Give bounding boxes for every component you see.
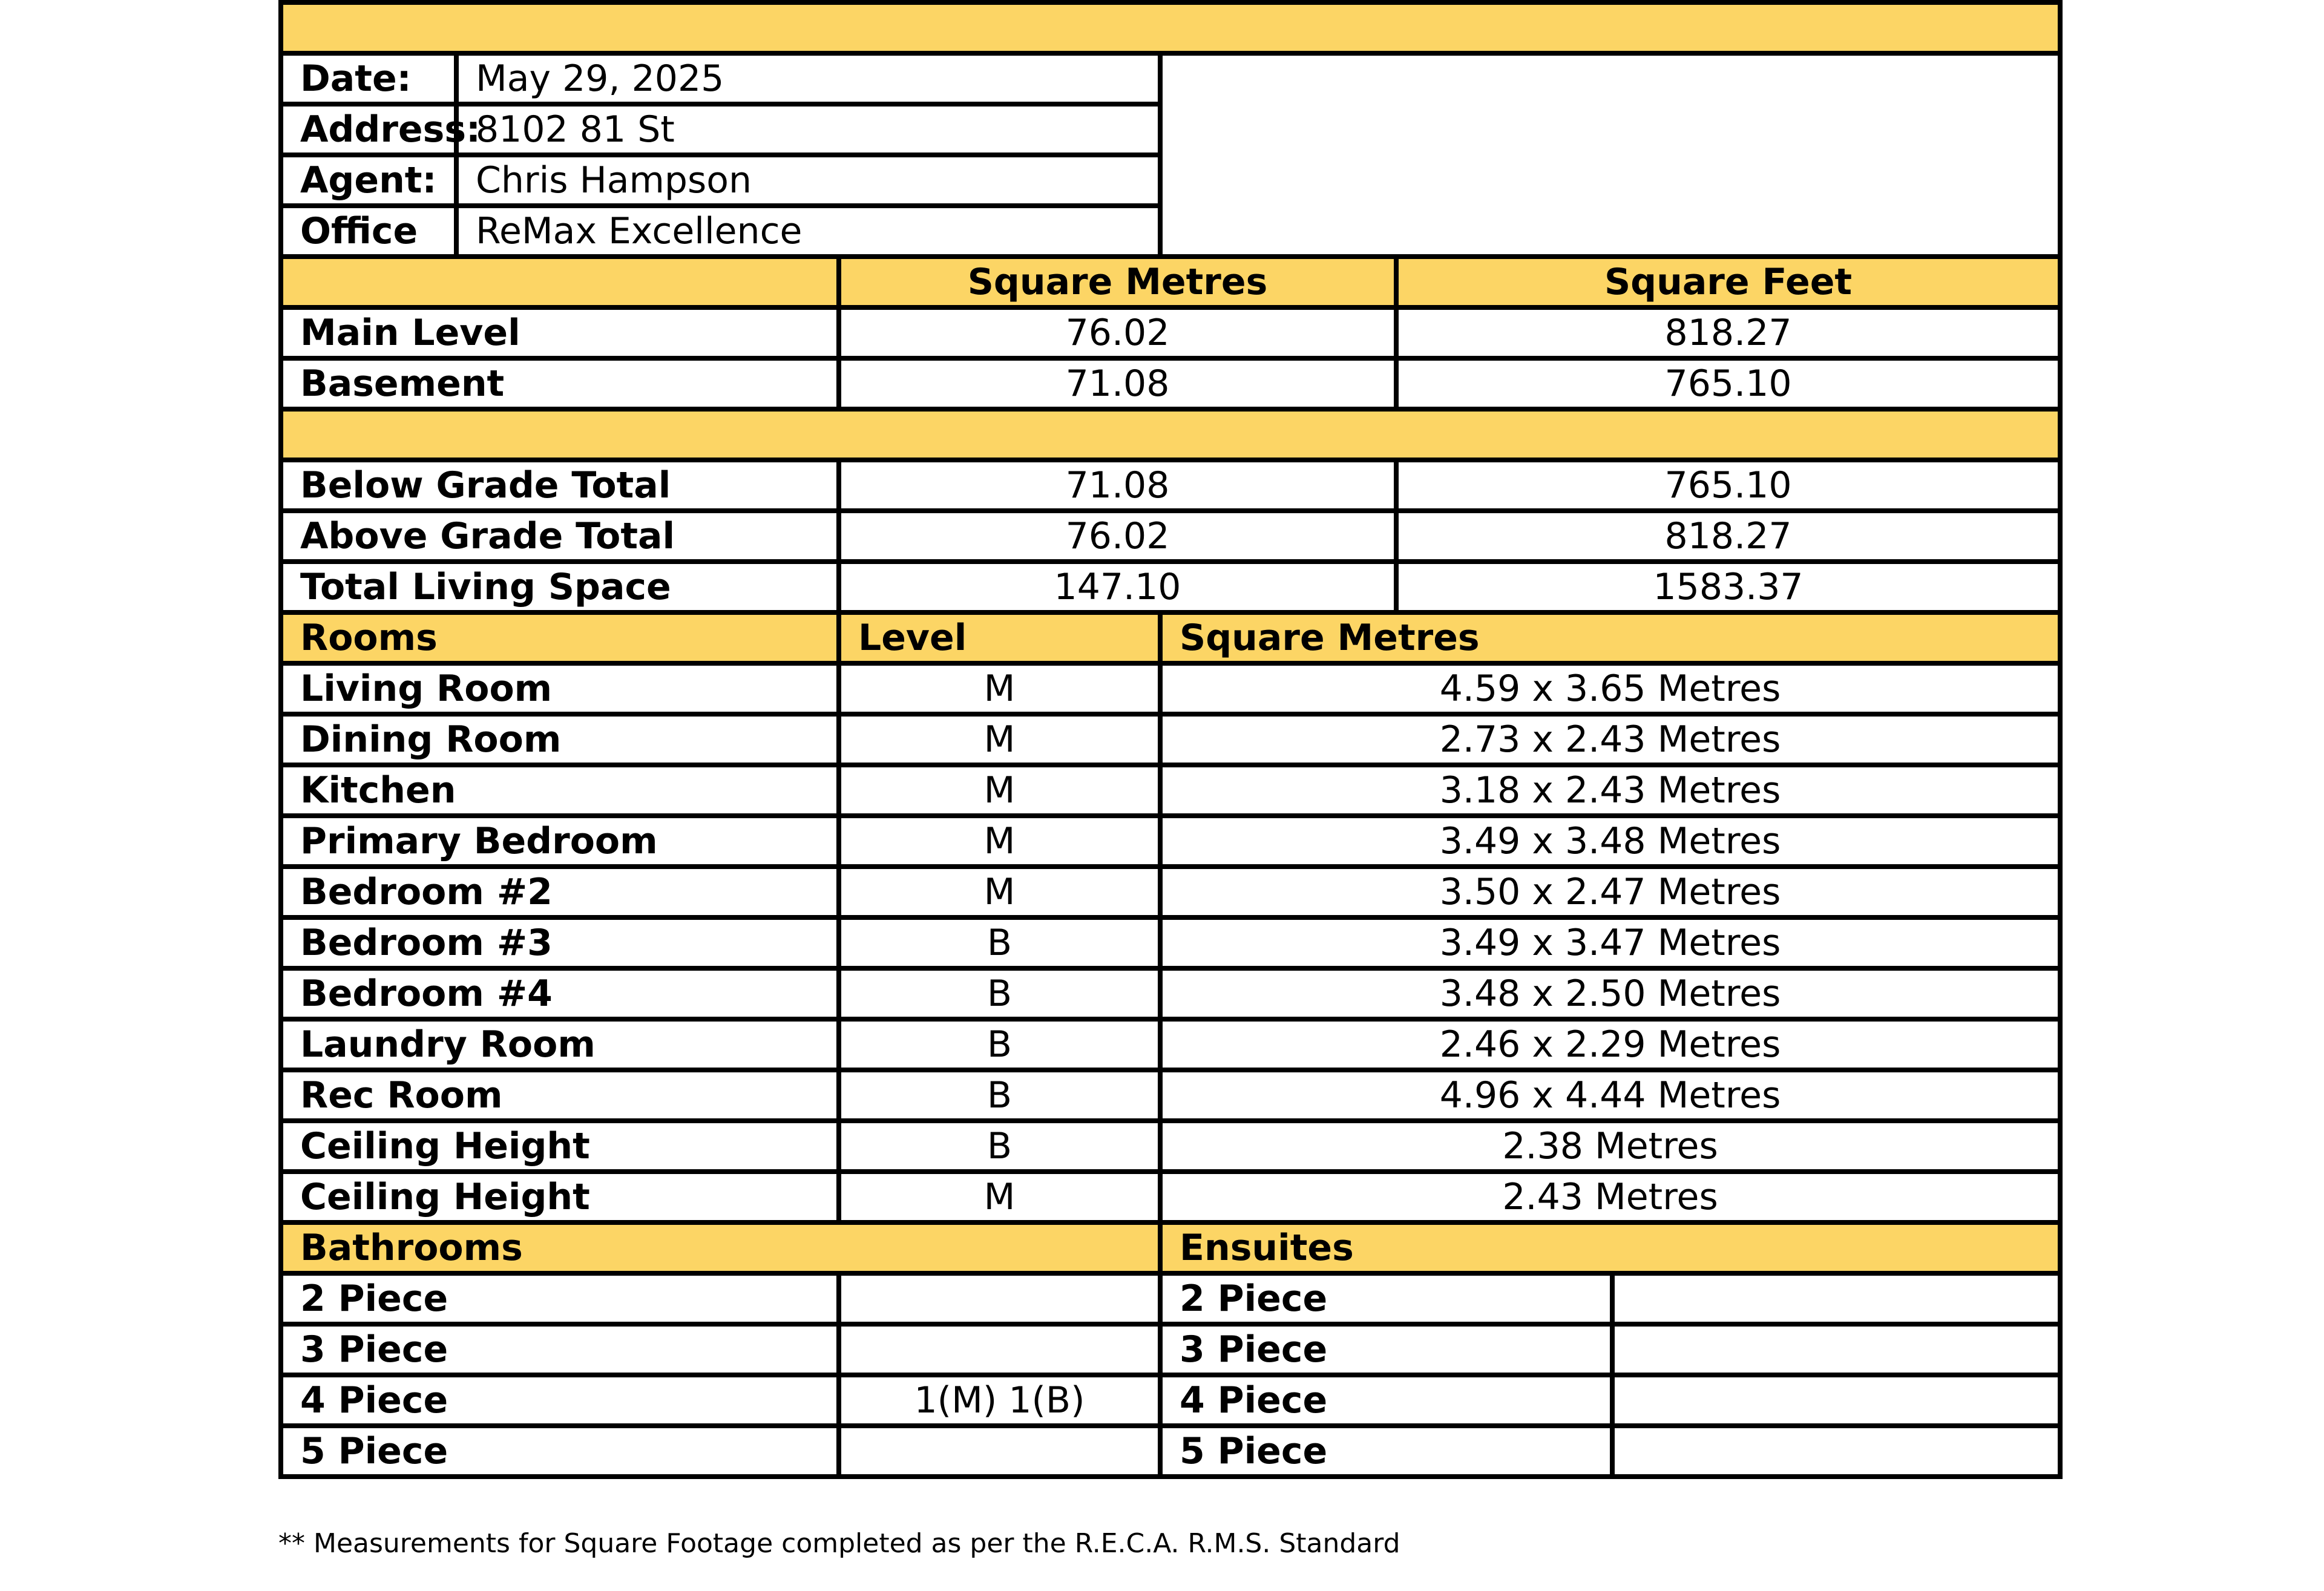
measurement-sheet bbox=[278, 0, 2058, 1559]
area-sqft: 818.27 bbox=[1396, 307, 2060, 358]
top-banner-row bbox=[281, 2, 2060, 53]
room-level: B bbox=[839, 968, 1160, 1019]
bath-label: 5 Piece bbox=[281, 1426, 839, 1477]
room-level: B bbox=[839, 1070, 1160, 1121]
ensuite-value bbox=[1612, 1324, 2060, 1375]
ensuite-label: 5 Piece bbox=[1160, 1426, 1612, 1477]
table-row bbox=[281, 968, 2060, 1019]
ensuite-value bbox=[1612, 1426, 2060, 1477]
bath-value bbox=[839, 1324, 1160, 1375]
bath-label: 2 Piece bbox=[281, 1273, 839, 1324]
total-label: Above Grade Total bbox=[281, 511, 839, 562]
room-level: B bbox=[839, 1019, 1160, 1070]
area-label: Main Level bbox=[281, 307, 839, 358]
date-label: Date: bbox=[281, 53, 456, 104]
room-size: 3.50 x 2.47 Metres bbox=[1160, 867, 2060, 917]
table-row bbox=[281, 1426, 2060, 1477]
total-sqft: 765.10 bbox=[1396, 460, 2060, 511]
room-size: 4.59 x 3.65 Metres bbox=[1160, 663, 2060, 714]
room-level: M bbox=[839, 663, 1160, 714]
total-sqm: 71.08 bbox=[839, 460, 1396, 511]
area-row-main-level bbox=[281, 307, 2060, 358]
ensuite-label: 2 Piece bbox=[1160, 1273, 1612, 1324]
info-blank-area bbox=[1160, 53, 2060, 257]
ensuite-label: 3 Piece bbox=[1160, 1324, 1612, 1375]
table-row bbox=[281, 1324, 2060, 1375]
room-name: Dining Room bbox=[281, 714, 839, 765]
area-row-basement bbox=[281, 358, 2060, 409]
agent-value: Chris Hampson bbox=[456, 155, 1160, 206]
table-row bbox=[281, 1172, 2060, 1222]
bath-value bbox=[839, 1273, 1160, 1324]
area-label: Basement bbox=[281, 358, 839, 409]
col-header-room-size: Square Metres bbox=[1160, 612, 2060, 663]
bath-label: 3 Piece bbox=[281, 1324, 839, 1375]
footnote: ** Measurements for Square Footage completed as per the R.E.C.A. R.M.S. Standard bbox=[278, 1528, 1400, 1559]
col-header-square-feet: Square Feet bbox=[1396, 257, 2060, 307]
room-name: Bedroom #4 bbox=[281, 968, 839, 1019]
room-level: M bbox=[839, 714, 1160, 765]
room-level: B bbox=[839, 917, 1160, 968]
col-header-ensuites: Ensuites bbox=[1160, 1222, 2060, 1273]
room-level: M bbox=[839, 867, 1160, 917]
total-label: Below Grade Total bbox=[281, 460, 839, 511]
room-name: Bedroom #3 bbox=[281, 917, 839, 968]
table-row bbox=[281, 816, 2060, 867]
area-sqm: 76.02 bbox=[839, 307, 1396, 358]
total-row-living-space bbox=[281, 562, 2060, 612]
table-row bbox=[281, 917, 2060, 968]
bathrooms-header-row bbox=[281, 1222, 2060, 1273]
ensuite-label: 4 Piece bbox=[1160, 1375, 1612, 1426]
room-size: 2.46 x 2.29 Metres bbox=[1160, 1019, 2060, 1070]
table-row bbox=[281, 663, 2060, 714]
room-level: M bbox=[839, 1172, 1160, 1222]
info-row-date bbox=[281, 53, 2060, 104]
total-sqft: 1583.37 bbox=[1396, 562, 2060, 612]
table-row bbox=[281, 1273, 2060, 1324]
table-row bbox=[281, 1375, 2060, 1426]
room-name: Rec Room bbox=[281, 1070, 839, 1121]
area-header-row bbox=[281, 257, 2060, 307]
table-row bbox=[281, 714, 2060, 765]
room-name: Ceiling Height bbox=[281, 1172, 839, 1222]
bath-value: 1(M) 1(B) bbox=[839, 1375, 1160, 1426]
total-row-below-grade bbox=[281, 460, 2060, 511]
agent-label: Agent: bbox=[281, 155, 456, 206]
room-level: M bbox=[839, 765, 1160, 816]
total-sqm: 76.02 bbox=[839, 511, 1396, 562]
col-header-rooms: Rooms bbox=[281, 612, 839, 663]
room-name: Living Room bbox=[281, 663, 839, 714]
table-row bbox=[281, 867, 2060, 917]
rooms-header-row bbox=[281, 612, 2060, 663]
bath-value bbox=[839, 1426, 1160, 1477]
table-row bbox=[281, 1121, 2060, 1172]
office-value: ReMax Excellence bbox=[456, 206, 1160, 257]
total-sqft: 818.27 bbox=[1396, 511, 2060, 562]
office-label: Office bbox=[281, 206, 456, 257]
spacer-band bbox=[281, 409, 2060, 460]
room-size: 2.38 Metres bbox=[1160, 1121, 2060, 1172]
table-row bbox=[281, 1019, 2060, 1070]
room-name: Laundry Room bbox=[281, 1019, 839, 1070]
spacer-band-row bbox=[281, 409, 2060, 460]
top-banner bbox=[281, 2, 2060, 53]
measurement-table bbox=[278, 0, 2063, 1479]
total-sqm: 147.10 bbox=[839, 562, 1396, 612]
room-name: Bedroom #2 bbox=[281, 867, 839, 917]
table-row bbox=[281, 765, 2060, 816]
room-size: 3.18 x 2.43 Metres bbox=[1160, 765, 2060, 816]
room-name: Primary Bedroom bbox=[281, 816, 839, 867]
room-size: 2.73 x 2.43 Metres bbox=[1160, 714, 2060, 765]
room-size: 3.48 x 2.50 Metres bbox=[1160, 968, 2060, 1019]
room-size: 2.43 Metres bbox=[1160, 1172, 2060, 1222]
date-value: May 29, 2025 bbox=[456, 53, 1160, 104]
room-level: M bbox=[839, 816, 1160, 867]
room-name: Kitchen bbox=[281, 765, 839, 816]
room-size: 3.49 x 3.48 Metres bbox=[1160, 816, 2060, 867]
col-header-level: Level bbox=[839, 612, 1160, 663]
ensuite-value bbox=[1612, 1375, 2060, 1426]
bath-label: 4 Piece bbox=[281, 1375, 839, 1426]
table-row bbox=[281, 1070, 2060, 1121]
area-sqft: 765.10 bbox=[1396, 358, 2060, 409]
room-name: Ceiling Height bbox=[281, 1121, 839, 1172]
address-label: Address: bbox=[281, 104, 456, 155]
total-row-above-grade bbox=[281, 511, 2060, 562]
area-header-blank bbox=[281, 257, 839, 307]
address-value: 8102 81 St bbox=[456, 104, 1160, 155]
col-header-square-metres: Square Metres bbox=[839, 257, 1396, 307]
room-level: B bbox=[839, 1121, 1160, 1172]
room-size: 4.96 x 4.44 Metres bbox=[1160, 1070, 2060, 1121]
col-header-bathrooms: Bathrooms bbox=[281, 1222, 1160, 1273]
area-sqm: 71.08 bbox=[839, 358, 1396, 409]
total-label: Total Living Space bbox=[281, 562, 839, 612]
ensuite-value bbox=[1612, 1273, 2060, 1324]
room-size: 3.49 x 3.47 Metres bbox=[1160, 917, 2060, 968]
